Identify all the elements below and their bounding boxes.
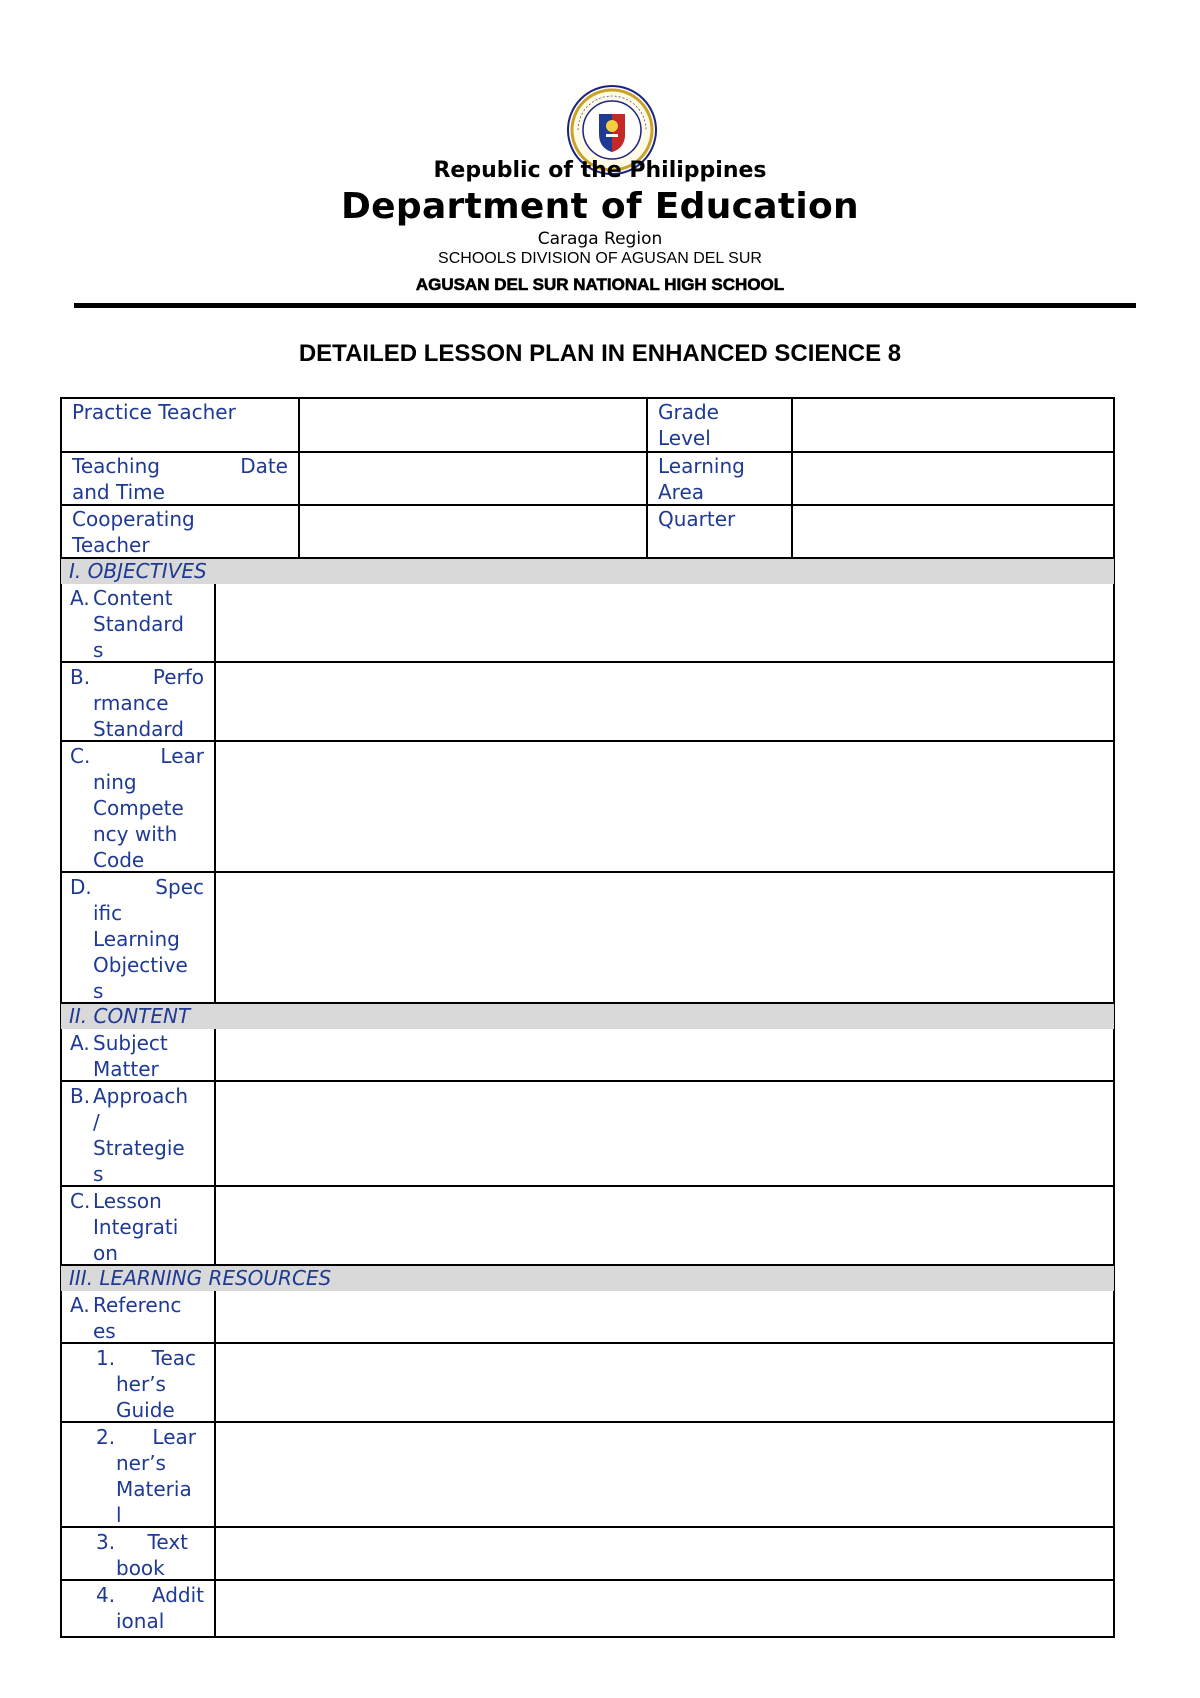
region-text: Caraga Region <box>537 229 663 249</box>
section-content: II. CONTENT <box>61 1004 1114 1029</box>
teaching-date-label <box>62 452 298 506</box>
document-title: DETAILED LESSON PLAN IN ENHANCED SCIENCE 8 <box>298 340 902 367</box>
department-heading: Department of Education <box>341 186 859 227</box>
teaching-word: Teaching <box>72 454 160 478</box>
practice-teacher-label: Practice Teacher <box>72 400 236 424</box>
additional-label: 4. Addit ional <box>96 1583 204 1633</box>
objective-c-label: C. Lear ning Compete ncy with Code <box>70 744 204 872</box>
section-learning-resources: III. LEARNING RESOURCES <box>61 1266 1114 1291</box>
area-word: Area <box>658 480 705 504</box>
school-name: AGUSAN DEL SUR NATIONAL HIGH SCHOOL <box>415 275 785 294</box>
learning-word: Learning <box>658 454 745 478</box>
objective-b-label: B. Perfo rmance Standard <box>70 665 204 741</box>
and-time-word: and Time <box>72 480 165 504</box>
division-text: SCHOOLS DIVISION OF AGUSAN DEL SUR <box>438 250 762 267</box>
grade-level-label <box>648 398 791 452</box>
section-objectives: I. OBJECTIVES <box>61 559 1114 584</box>
republic-heading: Republic of the Philippines <box>433 158 767 183</box>
learners-material-label: 2. Lear ner’s Materia l <box>96 1425 196 1527</box>
teachers-guide-label: 1. Teac her’s Guide <box>96 1346 196 1422</box>
quarter-label: Quarter <box>658 507 736 531</box>
cooperating-teacher-label <box>62 505 298 559</box>
textbook-label: 3. Text book <box>96 1530 188 1580</box>
cooperating-word: Cooperating <box>72 507 195 531</box>
learning-area-label <box>648 452 791 506</box>
date-word: Date <box>240 454 288 478</box>
level-label: Level <box>658 426 711 450</box>
grade-label: Grade <box>658 400 719 424</box>
objective-d-label: D. Spec ific Learning Objective s <box>70 875 204 1003</box>
teacher-word: Teacher <box>72 533 150 557</box>
